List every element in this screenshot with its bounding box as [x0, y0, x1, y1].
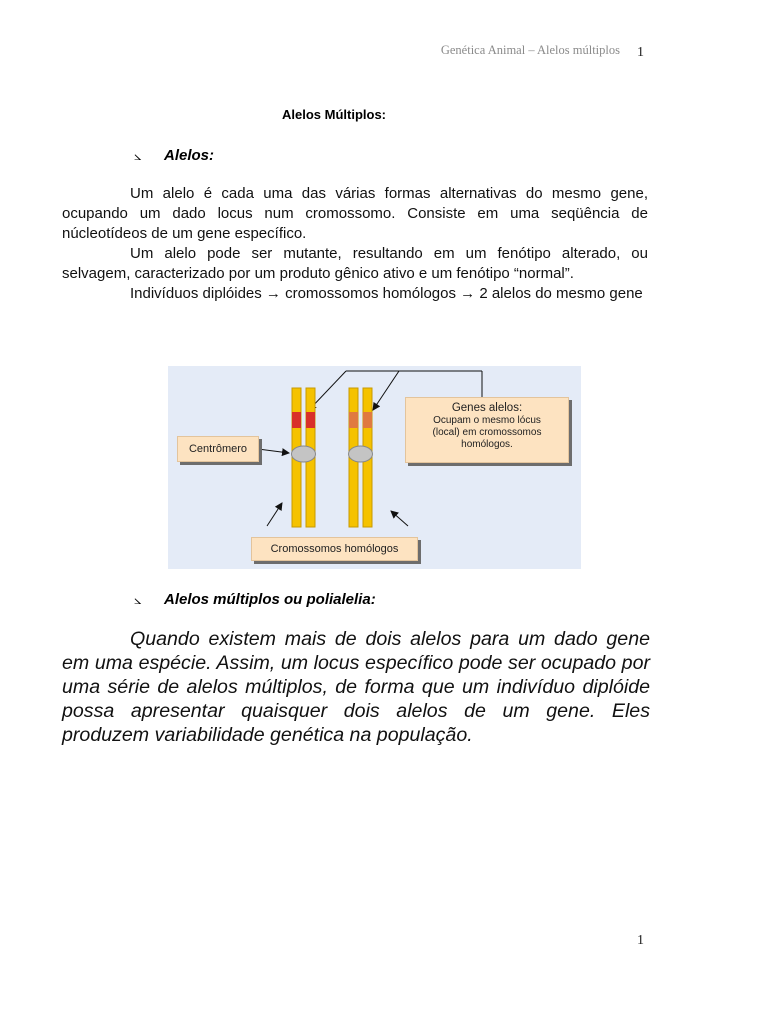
allele-gene — [292, 412, 301, 428]
section-heading-text: Alelos: — [164, 147, 215, 164]
pointer-arrow — [267, 503, 282, 526]
footer-page-number: 1 — [637, 933, 644, 948]
pointer-arrow — [391, 511, 408, 526]
allele-gene — [306, 412, 315, 428]
allele-genes-label — [405, 397, 569, 463]
page-header — [0, 43, 768, 63]
homologous-chromosomes-figure — [168, 366, 581, 569]
centromere — [349, 446, 373, 462]
paragraph: Um alelo pode ser mutante, resultando em um fenótipo alterado, ou selvagem, caracterizado por um produto gênico ativo e um fenótipo “normal”. — [62, 245, 648, 282]
paragraph: Quando existem mais de dois alelos para um dado gene em uma espécie. Assim, um locus específico pode ser ocupado por uma série de alelos múltiplos, de forma que um indivíduo diplóide possa apresentar quaisquer dois alelos de um gene. Eles produzem variabilidade genética na população. — [62, 628, 650, 746]
bullet-arrow-icon: ⦣ — [134, 592, 142, 607]
section-heading-alelos — [134, 147, 654, 164]
allele-genes-title: Genes alelos: — [451, 402, 523, 414]
section-heading-alelos-multiplos — [134, 591, 654, 608]
allele-gene — [363, 412, 372, 428]
allele-genes-description: Ocupam o mesmo lócus (local) em cromossomos homólogos. — [432, 415, 542, 450]
centromere-label: Centrômero — [177, 436, 259, 462]
document-title: Alelos Múltiplos: — [282, 107, 386, 122]
paragraph: Indivíduos diplóides → cromossomos homólogos → 2 alelos do mesmo gene — [130, 285, 643, 302]
homologous-chromosomes-label: Cromossomos homólogos — [251, 537, 418, 561]
section1-body — [62, 184, 648, 304]
pointer-arrow — [373, 371, 399, 410]
allele-gene — [349, 412, 358, 428]
header-title: Genética Animal – Alelos múltiplos — [440, 43, 620, 57]
centromere — [292, 446, 316, 462]
paragraph: Um alelo é cada uma das várias formas alternativas do mesmo gene, ocupando um dado locus num cromossomo. Consiste em uma seqüência de núcleotídeos de um gene específico. — [62, 185, 648, 242]
pointer-arrow — [258, 449, 289, 453]
bullet-arrow-icon: ⦣ — [134, 148, 142, 163]
section-heading-text: Alelos múltiplos ou polialelia: — [164, 591, 376, 608]
header-page-number: 1 — [637, 45, 644, 60]
section2-body — [62, 627, 650, 747]
